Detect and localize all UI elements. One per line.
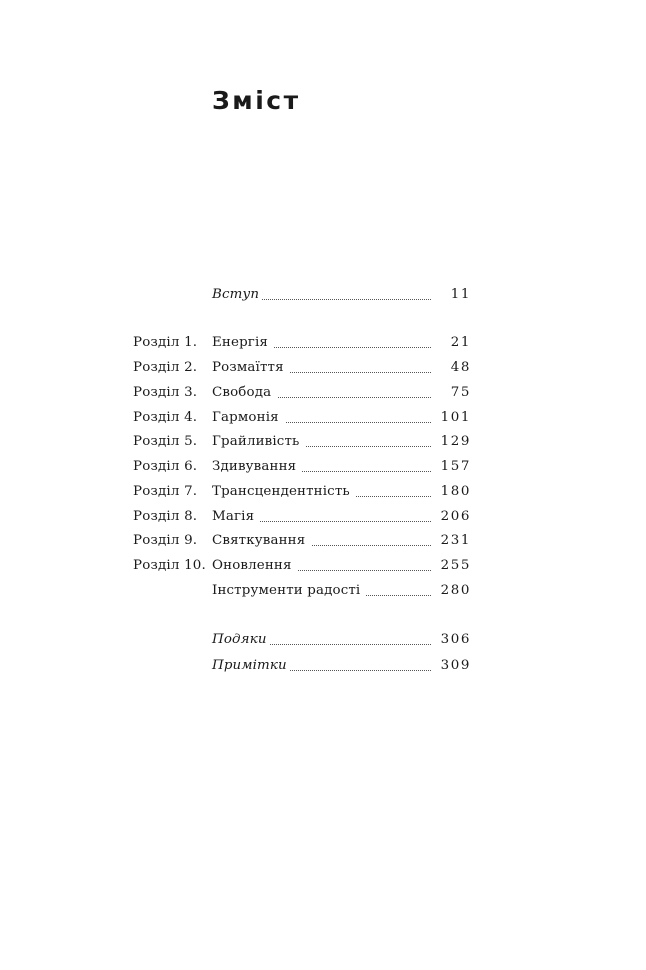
- page-number: 306: [440, 632, 471, 647]
- toc-entry-chapter-2[interactable]: [0, 357, 646, 379]
- toc-entry-tools[interactable]: [0, 580, 646, 602]
- toc-entry-notes[interactable]: [0, 655, 646, 677]
- entry-title: Енергія: [212, 332, 274, 354]
- chapter-label: Розділ 1.: [133, 335, 198, 350]
- entry-title: Трансцендентність: [212, 481, 356, 503]
- page-number: 231: [440, 533, 471, 548]
- page-number: 255: [440, 558, 471, 573]
- entry-title: Оновлення: [212, 555, 298, 577]
- toc-entry-intro[interactable]: [0, 284, 646, 306]
- chapter-label: Розділ 4.: [133, 410, 198, 425]
- toc-entry-chapter-4[interactable]: [0, 407, 646, 429]
- page-number: 11: [450, 287, 471, 302]
- toc-entry-acknowledgments[interactable]: [0, 629, 646, 651]
- entry-title: Грайливість: [212, 431, 305, 453]
- entry-title: Здивування: [212, 456, 302, 478]
- toc-entry-chapter-1[interactable]: [0, 332, 646, 354]
- toc-entry-chapter-7[interactable]: [0, 481, 646, 503]
- entry-title: Магія: [212, 506, 260, 528]
- chapter-label: Розділ 7.: [133, 484, 198, 499]
- toc-entry-chapter-3[interactable]: [0, 382, 646, 404]
- page-number: 280: [440, 583, 471, 598]
- page-number: 206: [440, 509, 471, 524]
- entry-title: Свобода: [212, 382, 277, 404]
- page-number: 21: [450, 335, 471, 350]
- page-number: 48: [450, 360, 471, 375]
- page-number: 75: [450, 385, 471, 400]
- toc-entry-chapter-8[interactable]: [0, 506, 646, 528]
- page-number: 101: [440, 410, 471, 425]
- chapter-label: Розділ 2.: [133, 360, 198, 375]
- toc-entry-chapter-9[interactable]: [0, 530, 646, 552]
- chapter-label: Розділ 9.: [133, 533, 198, 548]
- entry-title: Розмаїття: [212, 357, 290, 379]
- page-title: Зміст: [212, 86, 301, 115]
- chapter-label: Розділ 8.: [133, 509, 198, 524]
- chapter-label: Розділ 10.: [133, 558, 206, 573]
- entry-title: Вступ: [212, 284, 261, 306]
- entry-title: Святкування: [212, 530, 311, 552]
- page-number: 157: [440, 459, 471, 474]
- entry-title: Подяки: [212, 629, 269, 651]
- entry-title: Примітки: [212, 655, 289, 677]
- chapter-label: Розділ 6.: [133, 459, 198, 474]
- chapter-label: Розділ 5.: [133, 434, 198, 449]
- page-number: 129: [440, 434, 471, 449]
- page-number: 180: [440, 484, 471, 499]
- chapter-label: Розділ 3.: [133, 385, 198, 400]
- toc-entry-chapter-5[interactable]: [0, 431, 646, 453]
- toc-entry-chapter-10[interactable]: [0, 555, 646, 577]
- toc-entry-chapter-6[interactable]: [0, 456, 646, 478]
- entry-title: Гармонія: [212, 407, 285, 429]
- page-number: 309: [440, 658, 471, 673]
- entry-title: Інструменти радості: [212, 580, 366, 602]
